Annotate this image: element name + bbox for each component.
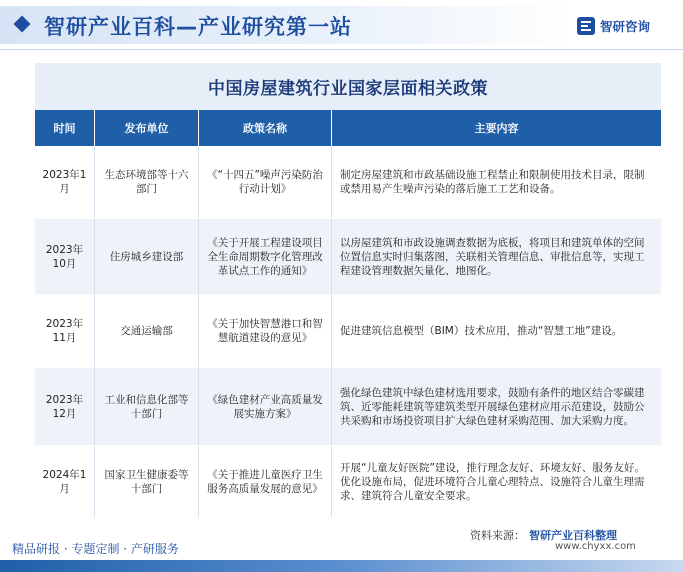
cell-content: 以房屋建筑和市政设施调查数据为底板，将项目和建筑单体的空间位置信息实时归集落图，关联相关管理信息、审批信息等，实现工程建设管理数据矢量化、地图化。 [340, 236, 645, 277]
cell-time: 2023年12月 [35, 368, 95, 445]
diamond-icon [12, 14, 32, 34]
column-header-policy: 政策名称 [199, 110, 332, 146]
cell-content: 开展“儿童友好医院”建设，推行理念友好、环境友好、服务友好。优化设施布局，促进环境符合儿童心理特点、设施符合儿童生理需求、建筑符合儿童安全要求。 [340, 461, 645, 502]
table-header-row [35, 110, 661, 146]
column-header-time: 时间 [35, 110, 95, 146]
brand-logo-text: 智研咨询 [600, 19, 651, 34]
footer-bar [0, 560, 683, 572]
cell-policy: 《关于开展工程建设项目全生命周期数字化管理改革试点工作的通知》 [199, 219, 332, 294]
cell-content: 强化绿色建筑中绿色建材选用要求，鼓励有条件的地区结合零碳建筑、近零能耗建筑等建筑类型开展绿色建材应用示范建设，鼓励公共采购和市场投资项目扩大绿色建材采购范围、加大采购力度。 [340, 386, 645, 427]
cell-time: 2023年11月 [35, 295, 95, 367]
page-header [0, 0, 683, 50]
source-value: 智研产业百科整理 [529, 529, 617, 542]
table-row [35, 295, 661, 368]
table-row [35, 446, 661, 518]
source-label: 资料来源： [470, 529, 525, 542]
cell-issuer: 住房城乡建设部 [95, 219, 199, 294]
cell-issuer: 生态环境部等十六部门 [95, 146, 199, 218]
cell-time: 2023年10月 [35, 219, 95, 294]
table-title: 中国房屋建筑行业国家层面相关政策 [35, 63, 661, 110]
cell-issuer: 交通运输部 [95, 295, 199, 367]
site-title: 智研产业百科—产业研究第一站 [44, 15, 352, 39]
source-site-url[interactable]: www.chyxx.com [555, 541, 636, 552]
page-footer [0, 536, 683, 572]
cell-policy: 《绿色建材产业高质量发展实施方案》 [199, 368, 332, 445]
cell-issuer: 工业和信息化部等十部门 [95, 368, 199, 445]
cell-time: 2023年1月 [35, 146, 95, 218]
cell-policy: 《“十四五”噪声污染防治行动计划》 [199, 146, 332, 218]
brand-logo-icon [576, 16, 596, 36]
policy-table-card [35, 63, 661, 518]
cell-content: 促进建筑信息模型（BIM）技术应用，推动“智慧工地”建设。 [340, 325, 623, 337]
cell-content: 制定房屋建筑和市政基础设施工程禁止和限制使用技术目录，限制或禁用易产生噪声污染的落后施工工艺和设备。 [340, 169, 645, 195]
cell-policy: 《关于加快智慧港口和智慧航道建设的意见》 [199, 295, 332, 367]
brand-logo[interactable] [576, 16, 650, 36]
footer-slogan: 精品研报 · 专题定制 · 产研服务 [12, 542, 179, 556]
table-row [35, 146, 661, 219]
cell-time: 2024年1月 [35, 446, 95, 517]
column-header-content: 主要内容 [474, 122, 519, 135]
header-divider [0, 49, 683, 50]
cell-policy: 《关于推进儿童医疗卫生服务高质量发展的意见》 [199, 446, 332, 517]
table-row [35, 219, 661, 295]
cell-issuer: 国家卫生健康委等十部门 [95, 446, 199, 517]
column-header-issuer: 发布单位 [95, 110, 199, 146]
table-row [35, 368, 661, 446]
